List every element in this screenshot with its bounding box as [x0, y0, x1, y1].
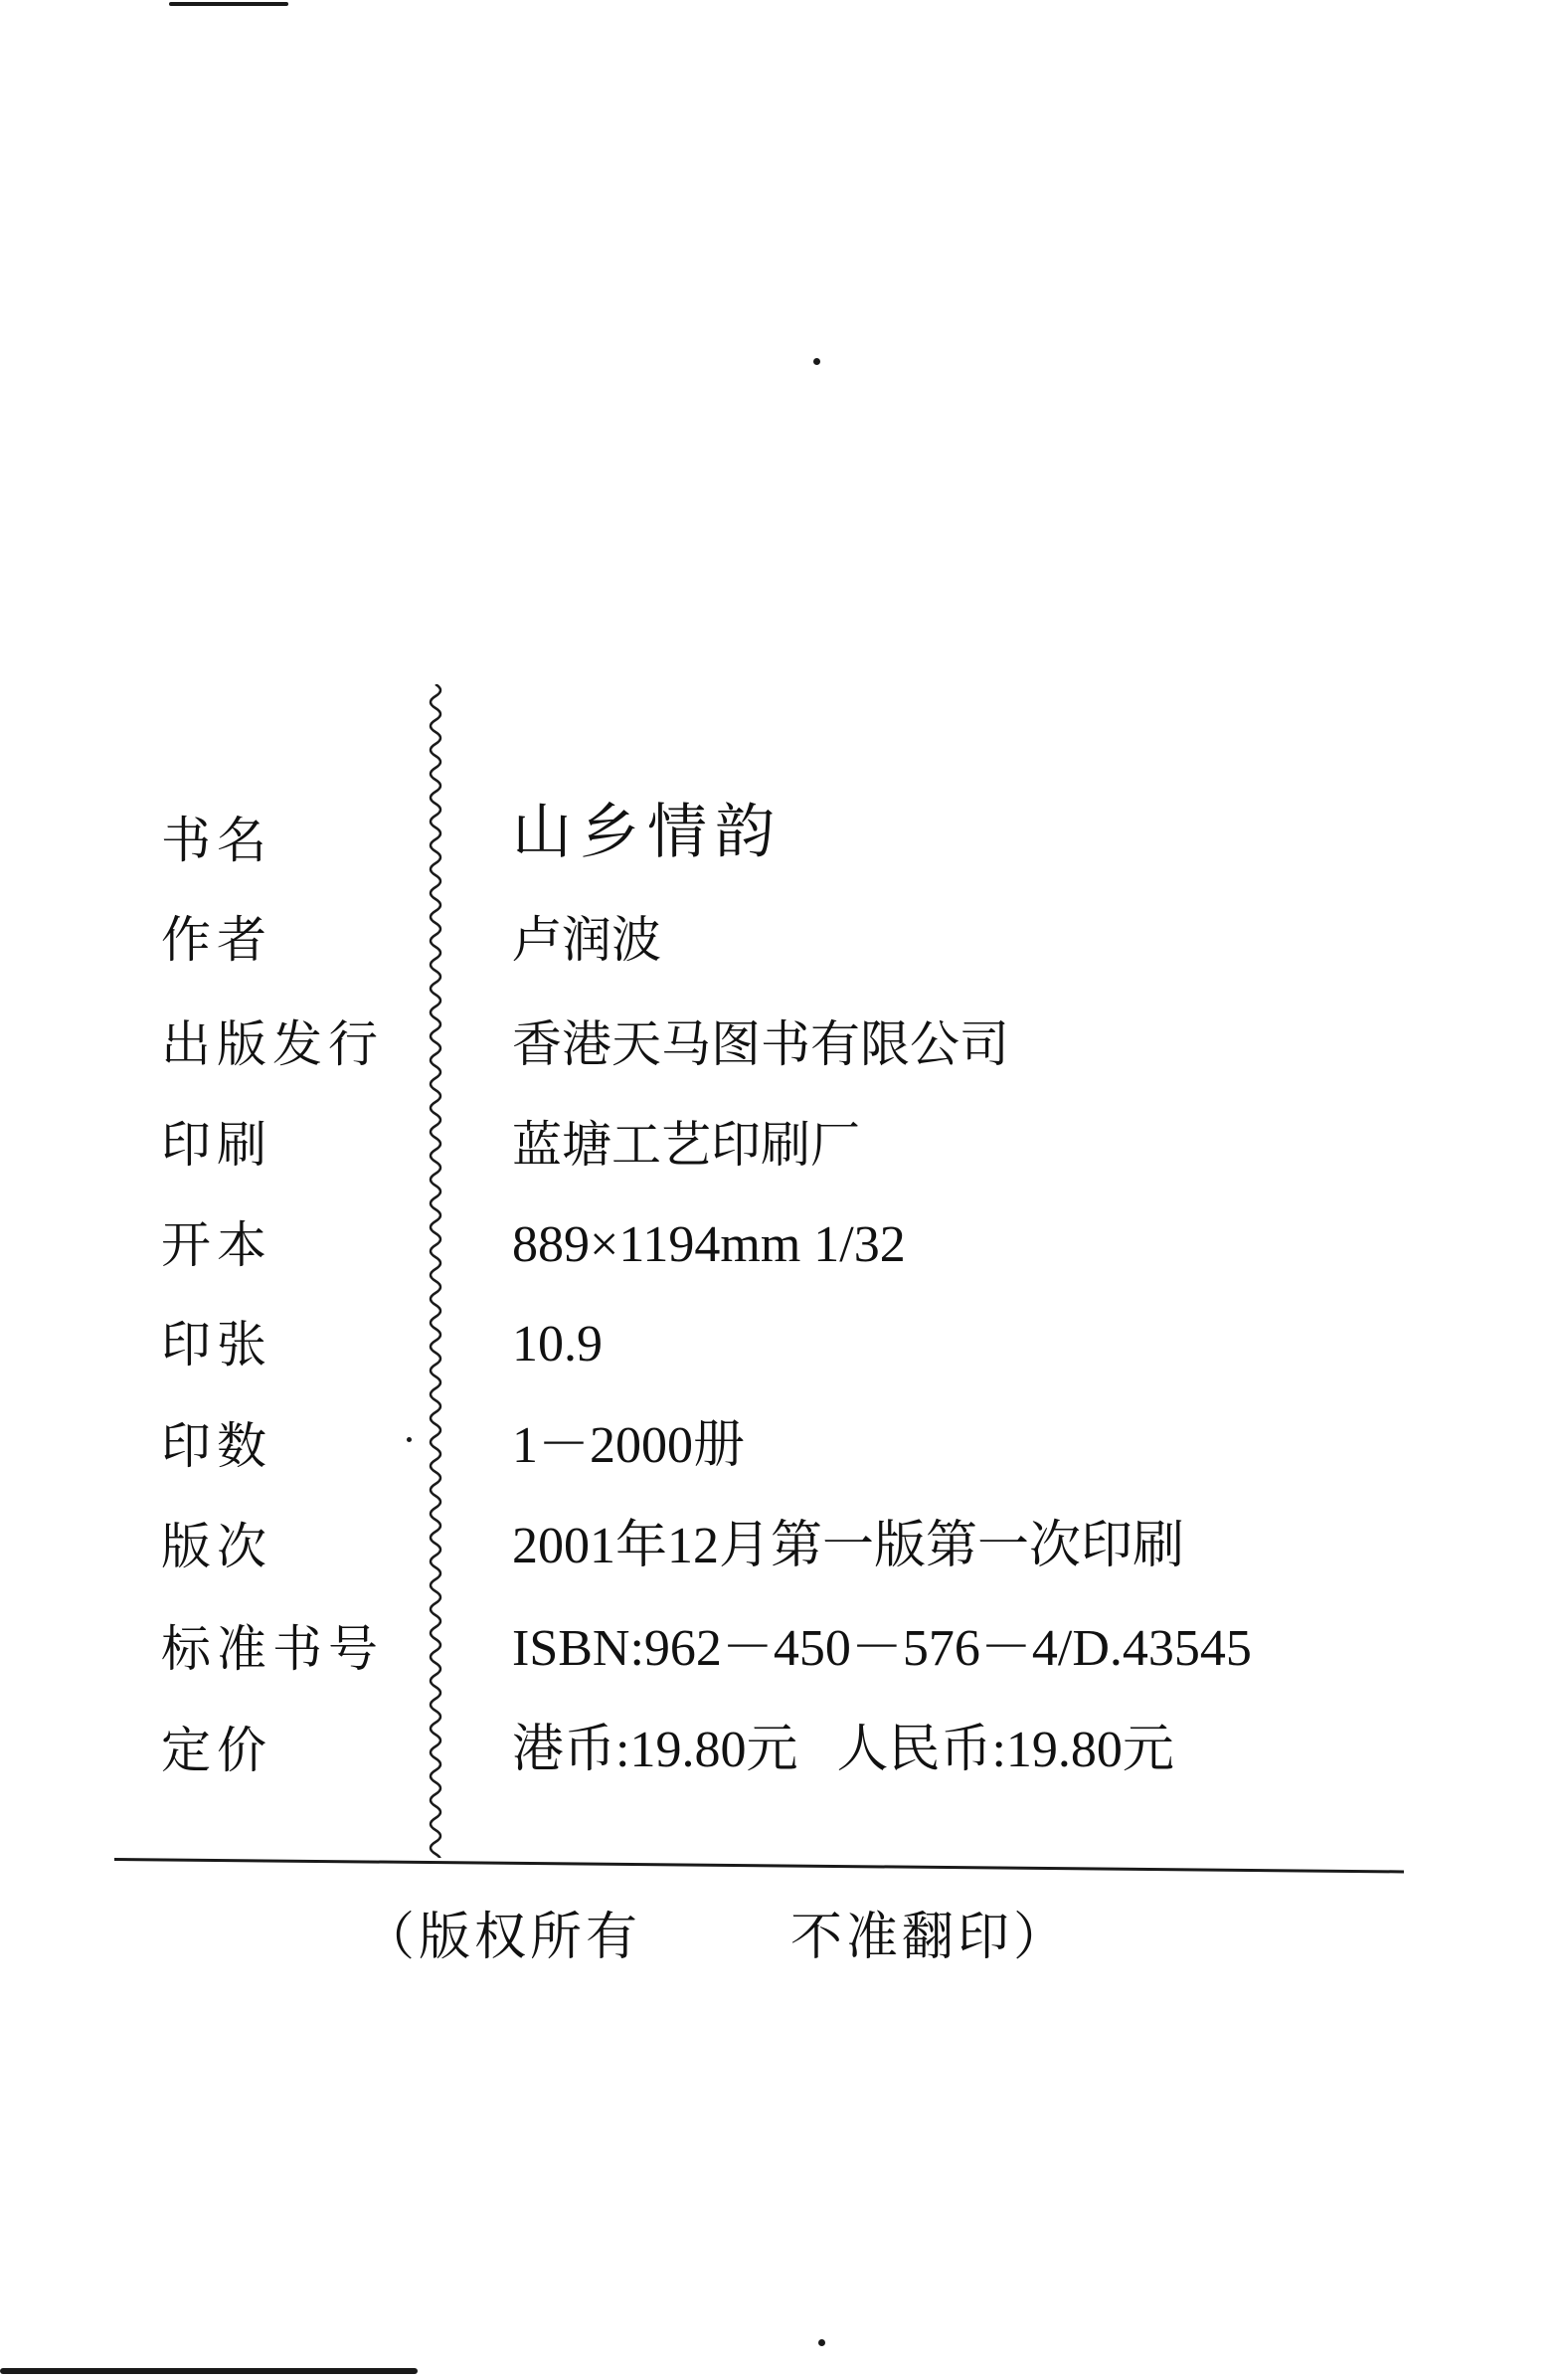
label-price: 定价	[161, 1722, 272, 1779]
label-printer: 印刷	[161, 1116, 272, 1174]
imprint-row-edition	[0, 1517, 1568, 1616]
copyright-notice	[363, 1895, 1069, 1969]
label-edition: 版次	[161, 1518, 272, 1575]
value-publisher: 香港天马图书有限公司	[512, 1015, 1009, 1073]
copyright-all-rights: （版权所有	[363, 1908, 642, 1967]
label-isbn: 标准书号	[161, 1620, 384, 1678]
imprint-row-title	[0, 798, 1568, 910]
scan-edge-mark	[0, 2368, 418, 2374]
value-sheets: 10.9	[512, 1316, 603, 1373]
imprint-row-sheets	[0, 1315, 1568, 1414]
imprint-row-publisher	[0, 1014, 1568, 1114]
label-book-title: 书名	[161, 812, 272, 869]
value-book-title: 山乡情韵	[512, 798, 783, 867]
label-author: 作者	[161, 911, 272, 969]
bottom-rule	[114, 1858, 1404, 1873]
scan-edge-mark	[169, 2, 288, 6]
value-isbn: ISBN:962－450－576－4/D.43545	[512, 1620, 1252, 1677]
value-printer: 蓝塘工艺印刷厂	[512, 1116, 860, 1174]
label-print-run: 印数	[161, 1417, 272, 1475]
value-price: 港币:19.80元 人民币:19.80元	[512, 1722, 1174, 1778]
value-author: 卢润波	[512, 911, 661, 969]
imprint-row-price	[0, 1721, 1568, 1820]
value-edition: 2001年12月第一版第一次印刷	[512, 1518, 1185, 1574]
imprint-row-author	[0, 910, 1568, 1009]
imprint-row-isbn	[0, 1619, 1568, 1719]
scan-speck	[813, 358, 820, 365]
imprint-row-printer	[0, 1115, 1568, 1214]
imprint-row-print-run	[0, 1416, 1568, 1516]
value-print-run: 1－2000册	[512, 1417, 746, 1474]
imprint-row-format	[0, 1215, 1568, 1315]
scan-speck	[818, 2339, 825, 2346]
label-sheets: 印张	[161, 1316, 272, 1373]
label-publisher: 出版发行	[161, 1015, 384, 1073]
copyright-no-reprint: 不准翻印）	[790, 1908, 1070, 1967]
value-format: 889×1194mm 1/32	[512, 1216, 906, 1273]
label-format: 开本	[161, 1216, 272, 1274]
